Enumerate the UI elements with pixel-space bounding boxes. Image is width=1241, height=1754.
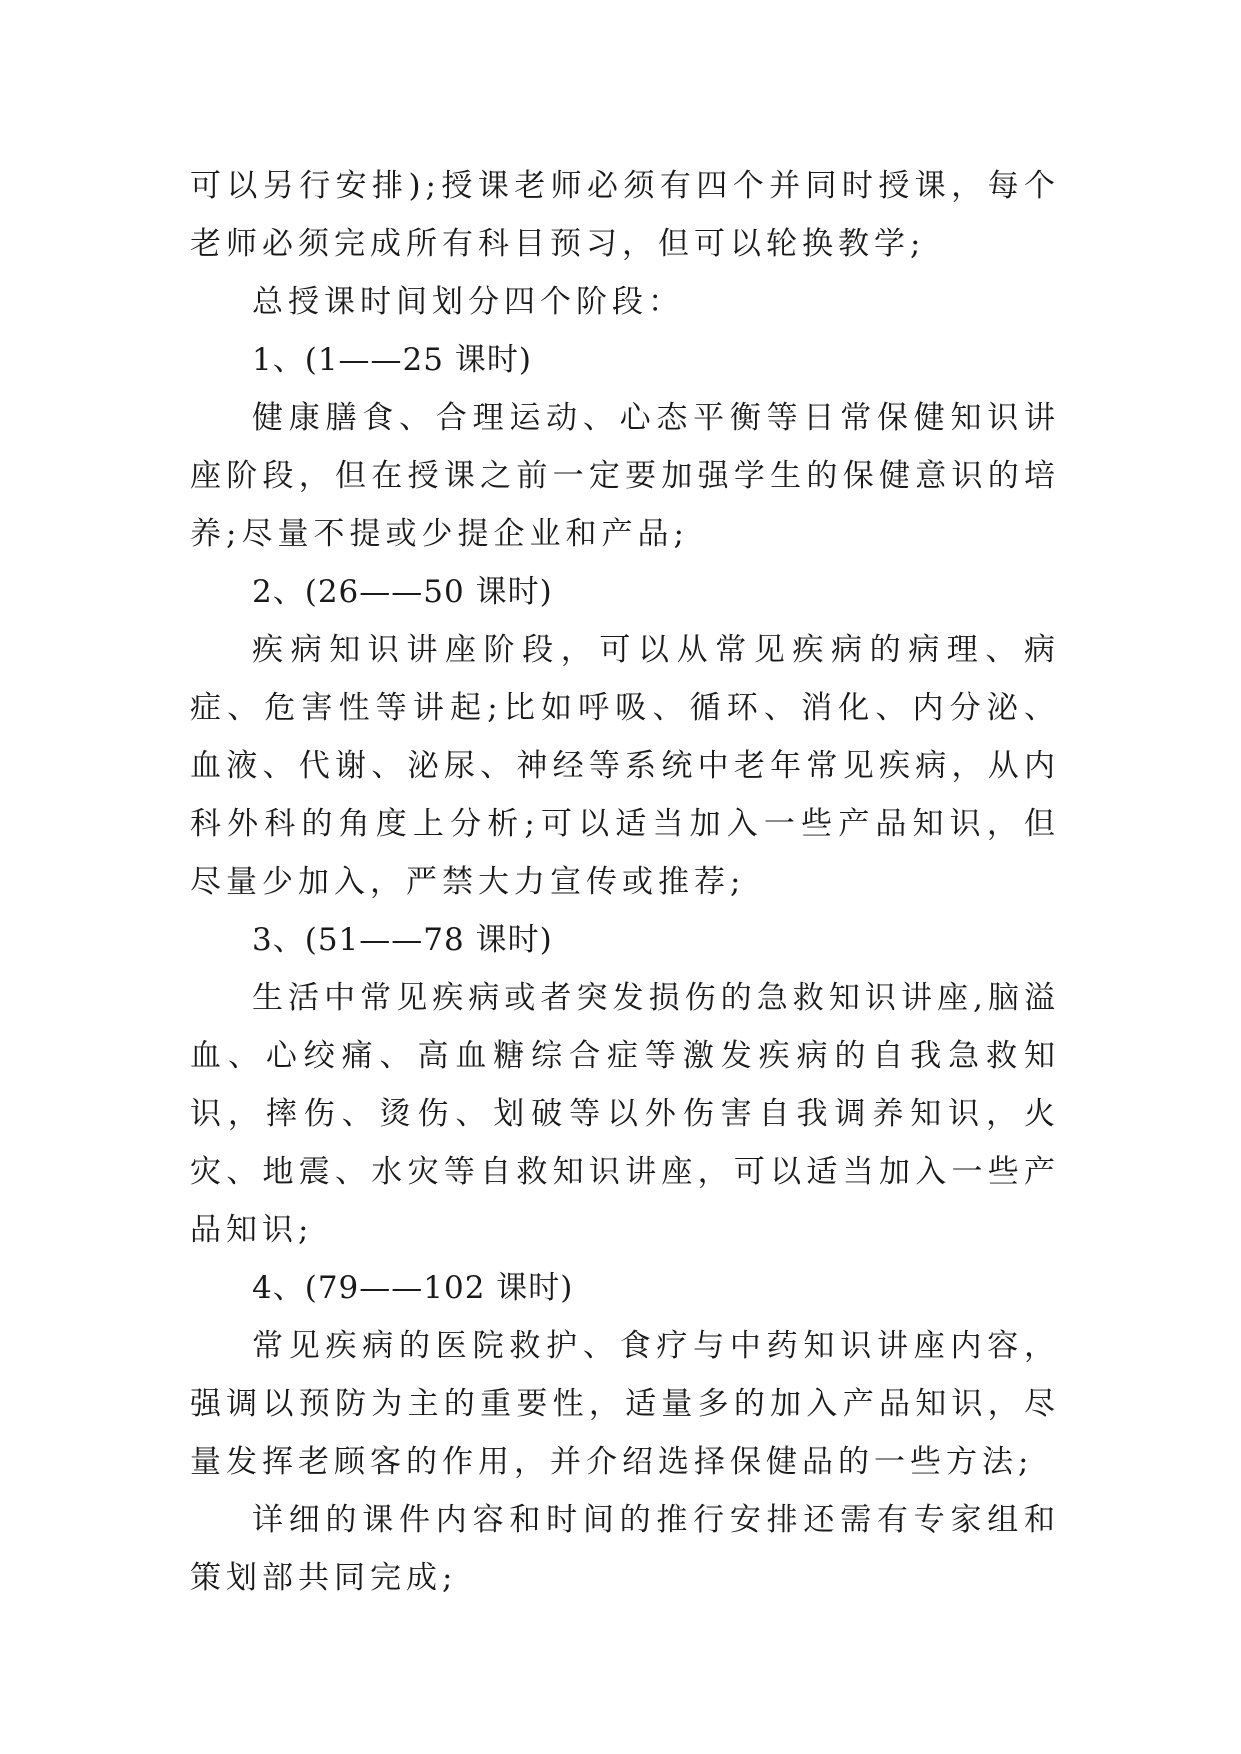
stage-1-description: 健康膳食、合理运动、心态平衡等日常保健知识讲座阶段，但在授课之前一定要加强学生的保健意识的培养;尽量不提或少提企业和产品; (190, 400, 1060, 552)
stage-4-heading: 4、(79——102 课时) (252, 1270, 574, 1306)
stage-3-heading: 3、(51——78 课时) (252, 922, 553, 958)
stage-3-description: 生活中常见疾病或者突发损伤的急救知识讲座,脑溢血、心绞痛、高血糖综合症等激发疾病的自我急救知识，摔伤、烫伤、划破等以外伤害自我调养知识，火灾、地震、水灾等自救知识讲座，可以适当加入一些产品知识; (190, 980, 1060, 1248)
stage-2-heading: 2、(26——50 课时) (252, 574, 553, 610)
document-body (190, 157, 1060, 1607)
stage-2-description: 疾病知识讲座阶段，可以从常见疾病的病理、病症、危害性等讲起;比如呼吸、循环、消化、内分泌、血液、代谢、泌尿、神经等系统中老年常见疾病，从内科外科的角度上分析;可以适当加入一些产品知识，但尽量少加入，严禁大力宣传或推荐; (190, 632, 1060, 900)
paragraph-stages-intro: 总授课时间划分四个阶段： (252, 284, 684, 320)
paragraph-closing: 详细的课件内容和时间的推行安排还需有专家组和策划部共同完成; (190, 1502, 1060, 1596)
paragraph-continued: 可以另行安排);授课老师必须有四个并同时授课，每个老师必须完成所有科目预习，但可以轮换教学; (190, 168, 1060, 262)
stage-1-heading: 1、(1——25 课时) (252, 342, 532, 378)
stage-4-description: 常见疾病的医院救护、食疗与中药知识讲座内容，强调以预防为主的重要性，适量多的加入产品知识，尽量发挥老顾客的作用，并介绍选择保健品的一些方法; (190, 1328, 1060, 1480)
